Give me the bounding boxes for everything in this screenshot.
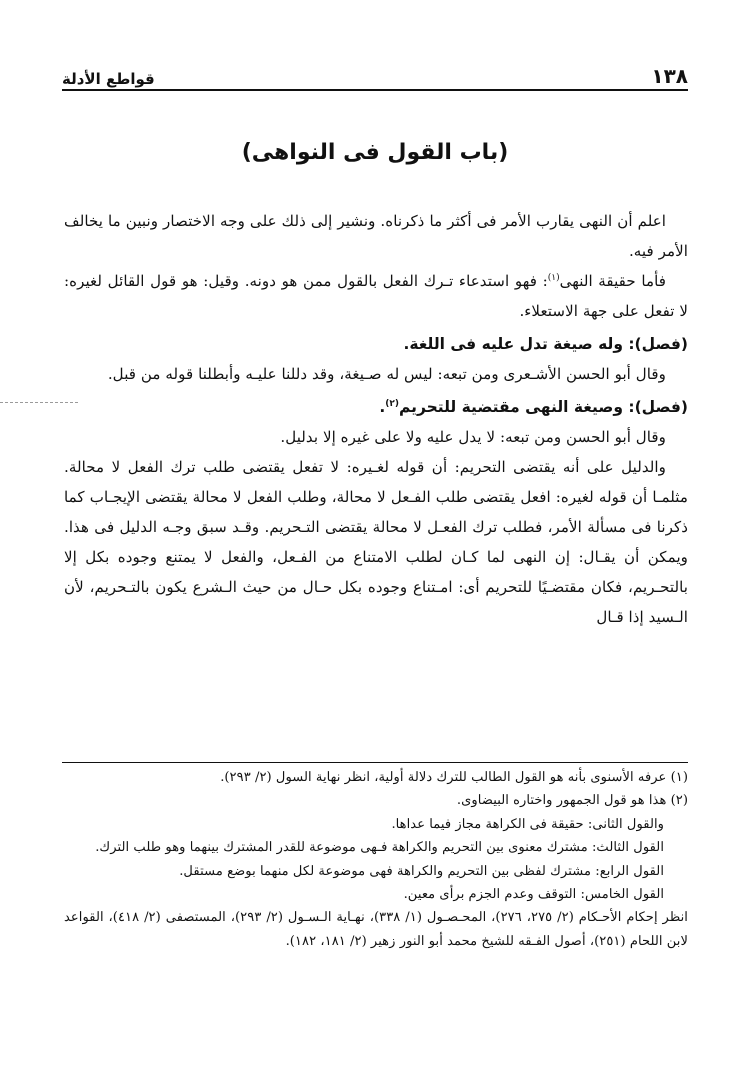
- chapter-title: (باب القول فى النواهى): [241, 140, 509, 165]
- paragraph-ashari: وقال أبو الحسن الأشـعرى ومن تبعه: ليس له صـيغة، وقد دللنا عليـه وأبطلنا قوله من قبل.: [107, 365, 666, 383]
- paragraph-intro: اعلم أن النهى يقارب الأمر فى أكثر ما ذكرناه. ونشير إلى ذلك على وجه الاختصار ونبين ما يخالف الأمر فيه.: [64, 212, 688, 260]
- footnotes: [64, 766, 688, 953]
- footnote-2-opinion-2: والقول الثانى: حقيقة فى الكراهة مجاز فيما عداها.: [391, 816, 664, 832]
- footnote-2-references: انظر إحكام الأحـكام (٢/ ٢٧٥، ٢٧٦)، المحـصـول (١/ ٣٣٨)، نهـاية الـسـول (٢/ ٢٩٣)، المستصفى (٢/ ٤١٨)، القواعد لابن اللحام (٢٥١)، أصول الفـقه للشيخ محمد أبو النور زهير (٢/ ١٨١، ١٨٢).: [64, 910, 688, 949]
- footnote-ref-1: (١): [547, 272, 560, 283]
- definition-text: : فهو استدعاء تـرك الفعل بالقول ممن هو دونه. وقيل: هو قول القائل لغيره: لا تفعل على جهة الاستعلاء.: [64, 272, 688, 320]
- footnote-2-opinion-4: القول الرابع: مشترك لفظى بين التحريم والكراهة فهى موضوعة لكل منهما بوضع مستقل.: [179, 863, 664, 879]
- definition-lead: فأما حقيقة النهى: [559, 272, 667, 290]
- section-heading-2-text: (فصل): وصيغة النهى مقتضية للتحريم: [398, 398, 688, 416]
- footnote-rule: [62, 762, 688, 763]
- page-number: ١٣٨: [651, 64, 688, 88]
- paragraph-definition: [64, 266, 688, 326]
- footnote-2-opinion-3: القول الثالث: مشترك معنوى بين التحريم والكراهة فـهى موضوعة للقدر المشترك بينهما وهو طلب الترك.: [95, 840, 664, 856]
- footnote-ref-2: (٢): [385, 398, 399, 409]
- body-text: [64, 206, 688, 632]
- footnote-1: (١) عرفه الأسنوى بأنه هو القول الطالب للترك دلالة أولية، انظر نهاية السول (٢/ ٢٩٣).: [220, 770, 688, 785]
- header-rule: [62, 89, 688, 91]
- running-header: [62, 58, 688, 88]
- paragraph-evidence: والدليل على أنه يقتضى التحريم: أن قوله لغـيره: لا تفعل يقتضى طلب ترك الفعل لا محالة. مثلمـا أن قوله لغيره: افعل يقتضى طلب الفـعل لا محالة، وطلب الفعل لا محالة يقتضى الإيجـاب كما ذكرنا فى مسألة الأمر، فطلب ترك الفعـل لا محالة يقتضى التـحريم. وقـد سبق وجـه الدليل فى هذا. ويمكن أن يقـال: إن النهى لما كـان لطلب الامتناع من الفـعل، والفعل لا يمتنع وجوده بكل إلا بالتحـريم، فكان مقتضـيًا للتحريم أى: امـتناع وجوده بكل حـال من حيث الـشرع يكون بالتـحريم، لأن الـسيد إذا قـال: [64, 458, 688, 626]
- footnote-2-opinion-5: القول الخامس: التوقف وعدم الجزم برأى معين.: [403, 887, 664, 903]
- footnote-2: (٢) هذا هو قول الجمهور واختاره البيضاوى.: [456, 793, 688, 809]
- section-heading-2: [64, 389, 688, 422]
- section-heading-1: (فصل): وله صيغة تدل عليه فى اللغة.: [403, 335, 688, 353]
- paragraph-abulhasan: وقال أبو الحسن ومن تبعه: لا يدل عليه ولا على غيره إلا بدليل.: [280, 428, 666, 446]
- book-title: قواطع الأدلة: [62, 70, 155, 88]
- section-heading-2-end: .: [379, 398, 386, 416]
